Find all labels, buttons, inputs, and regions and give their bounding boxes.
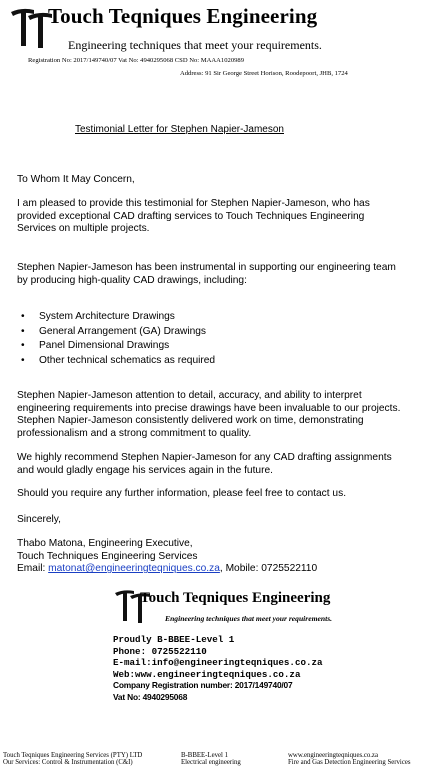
- text-line: Stephen Napier-Jameson has been instrumental in supporting our engineering team: [17, 262, 396, 273]
- text-line: by producing high-quality CAD drawings, including:: [17, 274, 247, 286]
- company-tagline: Engineering techniques that meet your requirements.: [68, 38, 322, 52]
- bullet-icon: •: [21, 311, 25, 322]
- closing: Sincerely,: [17, 514, 61, 525]
- text-line: provided exceptional CAD drafting services to Touch Techniques Engineering: [17, 210, 365, 222]
- text-line: We highly recommend Stephen Napier-Jameson for any CAD drafting assignments: [17, 452, 392, 463]
- signer-block: [17, 538, 429, 576]
- footer-col-company: Touch Teqniques Engineering Services (PTY) LTD Our Services: Control & Instrumentation (C&I): [3, 752, 143, 766]
- signer-company: Touch Techniques Engineering Services: [17, 550, 198, 562]
- paragraph-contact: Should you require any further information, please feel free to contact us.: [17, 488, 347, 499]
- email: E-mail:info@engineeringteqniques.co.za: [113, 657, 323, 669]
- email-label: Email:: [17, 563, 49, 575]
- list-item: • Panel Dimensional Drawings: [17, 339, 215, 354]
- text-line: Stephen Napier-Jameson attention to detail, accuracy, and ability to interpret: [17, 390, 362, 401]
- list-item: • Other technical schematics as required: [17, 354, 215, 369]
- phone: Phone: 0725522110: [113, 645, 207, 657]
- signature-tagline: Engineering techniques that meet your requirements.: [165, 614, 333, 623]
- paragraph-support: [17, 262, 429, 287]
- salutation: To Whom It May Concern,: [17, 174, 135, 185]
- letter-title: Testimonial Letter for Stephen Napier-Jameson: [75, 124, 284, 135]
- registration-number: Company Registration number: 2017/149740/07: [113, 680, 293, 691]
- text-line: Services on multiple projects.: [17, 223, 150, 235]
- text-line: and would gladly engage his services again in the future.: [17, 464, 273, 476]
- text-line: engineering requirements into precise drawings have been invaluable to our projects.: [17, 402, 401, 414]
- paragraph-quality: [17, 390, 429, 440]
- text-line: Stephen Napier-Jameson consistently delivered work on time, demonstrating: [17, 415, 364, 427]
- bullet-icon: •: [21, 354, 25, 366]
- bullet-icon: •: [21, 340, 25, 351]
- list-item: • System Architecture Drawings: [17, 310, 215, 325]
- list-item: • General Arrangement (GA) Drawings: [17, 325, 215, 340]
- paragraph-intro: [17, 198, 429, 236]
- text-line: professionalism and a strong commitment to quality.: [17, 427, 252, 439]
- registration-line: Registration No: 2017/149740/07 Vat No: 4940295068 CSD No: MAAA1020989: [28, 57, 245, 64]
- bullet-icon: •: [21, 325, 25, 337]
- signer-name: Thabo Matona, Engineering Executive,: [17, 538, 193, 549]
- email-link[interactable]: matonat@engineeringteqniques.co.za: [48, 563, 220, 575]
- signature-company-name: Touch Teqniques Engineering: [140, 590, 331, 606]
- drawings-list: [17, 310, 215, 368]
- website: Web:www.engineeringteqniques.co.za: [113, 668, 301, 680]
- bbee-level: Proudly B-BBEE-Level 1: [113, 634, 235, 645]
- footer-col-web: www.engineeringteqniques.co.za Fire and Gas Detection Engineering Services: [288, 752, 411, 766]
- signer-contact: [17, 563, 429, 576]
- company-address: Address: 91 Sir George Street Horison, Roodepoort, JHB, 1724: [180, 70, 348, 77]
- signature-details: [113, 634, 323, 704]
- mobile-text: , Mobile: 0725522110: [219, 563, 318, 575]
- paragraph-recommend: [17, 452, 429, 477]
- text-line: I am pleased to provide this testimonial for Stephen Napier-Jameson, who has: [17, 198, 370, 209]
- footer-col-level: B-BBEE-Level 1 Electrical engineering: [181, 752, 241, 766]
- company-name: Touch Teqniques Engineering: [48, 4, 318, 28]
- vat-number: Vat No: 4940295068: [113, 691, 188, 702]
